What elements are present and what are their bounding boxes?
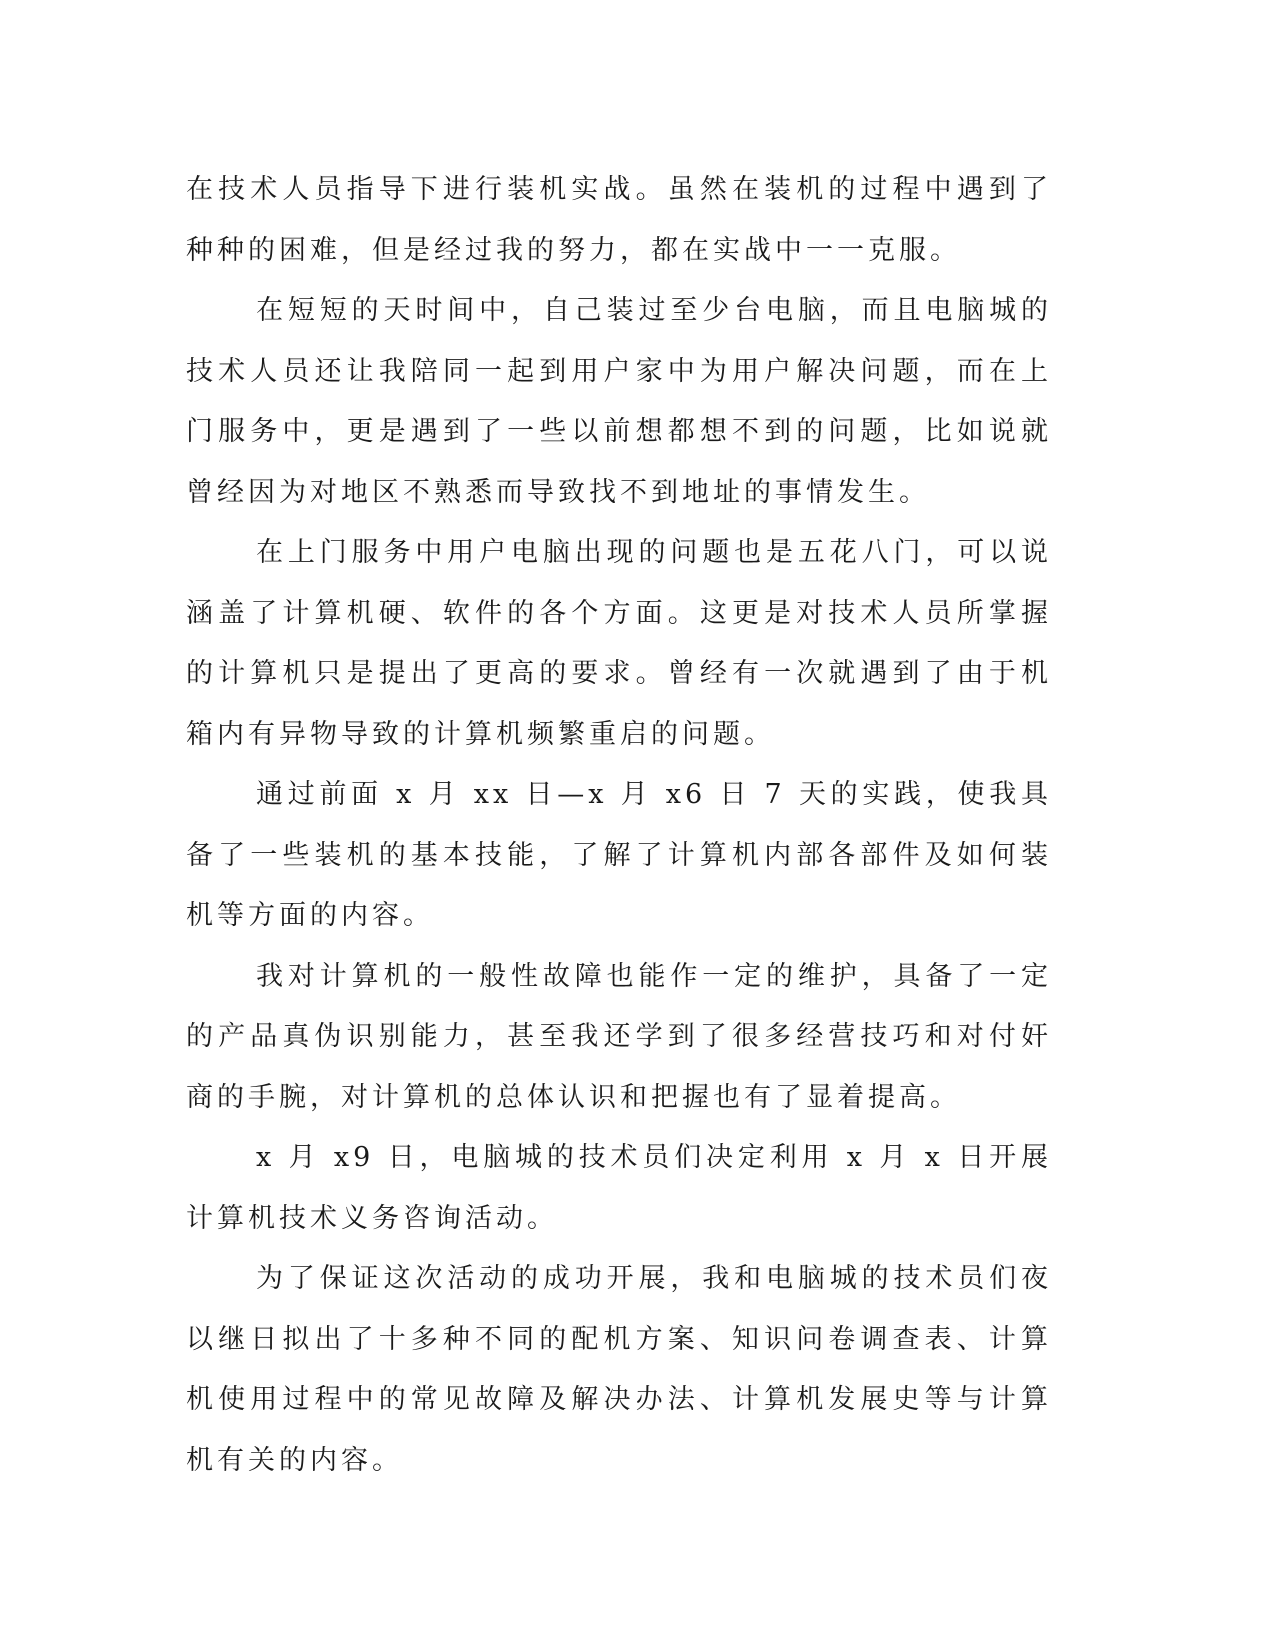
- document-body: [186, 160, 1052, 1491]
- paragraph-2: 在短短的天时间中，自己装过至少台电脑，而且电脑城的技术人员还让我陪同一起到用户家中为用户解决问题，而在上门服务中，更是遇到了一些以前想都想不到的问题，比如说就曾经因为对地区不熟悉而导致找不到地址的事情发生。: [186, 295, 1052, 508]
- paragraph-7: 为了保证这次活动的成功开展，我和电脑城的技术员们夜以继日拟出了十多种不同的配机方案、知识问卷调查表、计算机使用过程中的常见故障及解决办法、计算机发展史等与计算机有关的内容。: [186, 1263, 1052, 1476]
- paragraph-5: 我对计算机的一般性故障也能作一定的维护，具备了一定的产品真伪识别能力，甚至我还学到了很多经营技巧和对付奸商的手腕，对计算机的总体认识和把握也有了显着提高。: [186, 960, 1052, 1113]
- paragraph-1: 在技术人员指导下进行装机实战。虽然在装机的过程中遇到了种种的困难，但是经过我的努力，都在实战中一一克服。: [186, 174, 1052, 266]
- paragraph-6: x 月 x9 日，电脑城的技术员们决定利用 x 月 x 日开展计算机技术义务咨询活动。: [186, 1142, 1052, 1234]
- paragraph-4: 通过前面 x 月 xx 日—x 月 x6 日 7 天的实践，使我具备了一些装机的基本技能，了解了计算机内部各部件及如何装机等方面的内容。: [186, 779, 1052, 931]
- paragraph-3: 在上门服务中用户电脑出现的问题也是五花八门，可以说涵盖了计算机硬、软件的各个方面。这更是对技术人员所掌握的计算机只是提出了更高的要求。曾经有一次就遇到了由于机箱内有异物导致的计算机频繁重启的问题。: [186, 537, 1052, 750]
